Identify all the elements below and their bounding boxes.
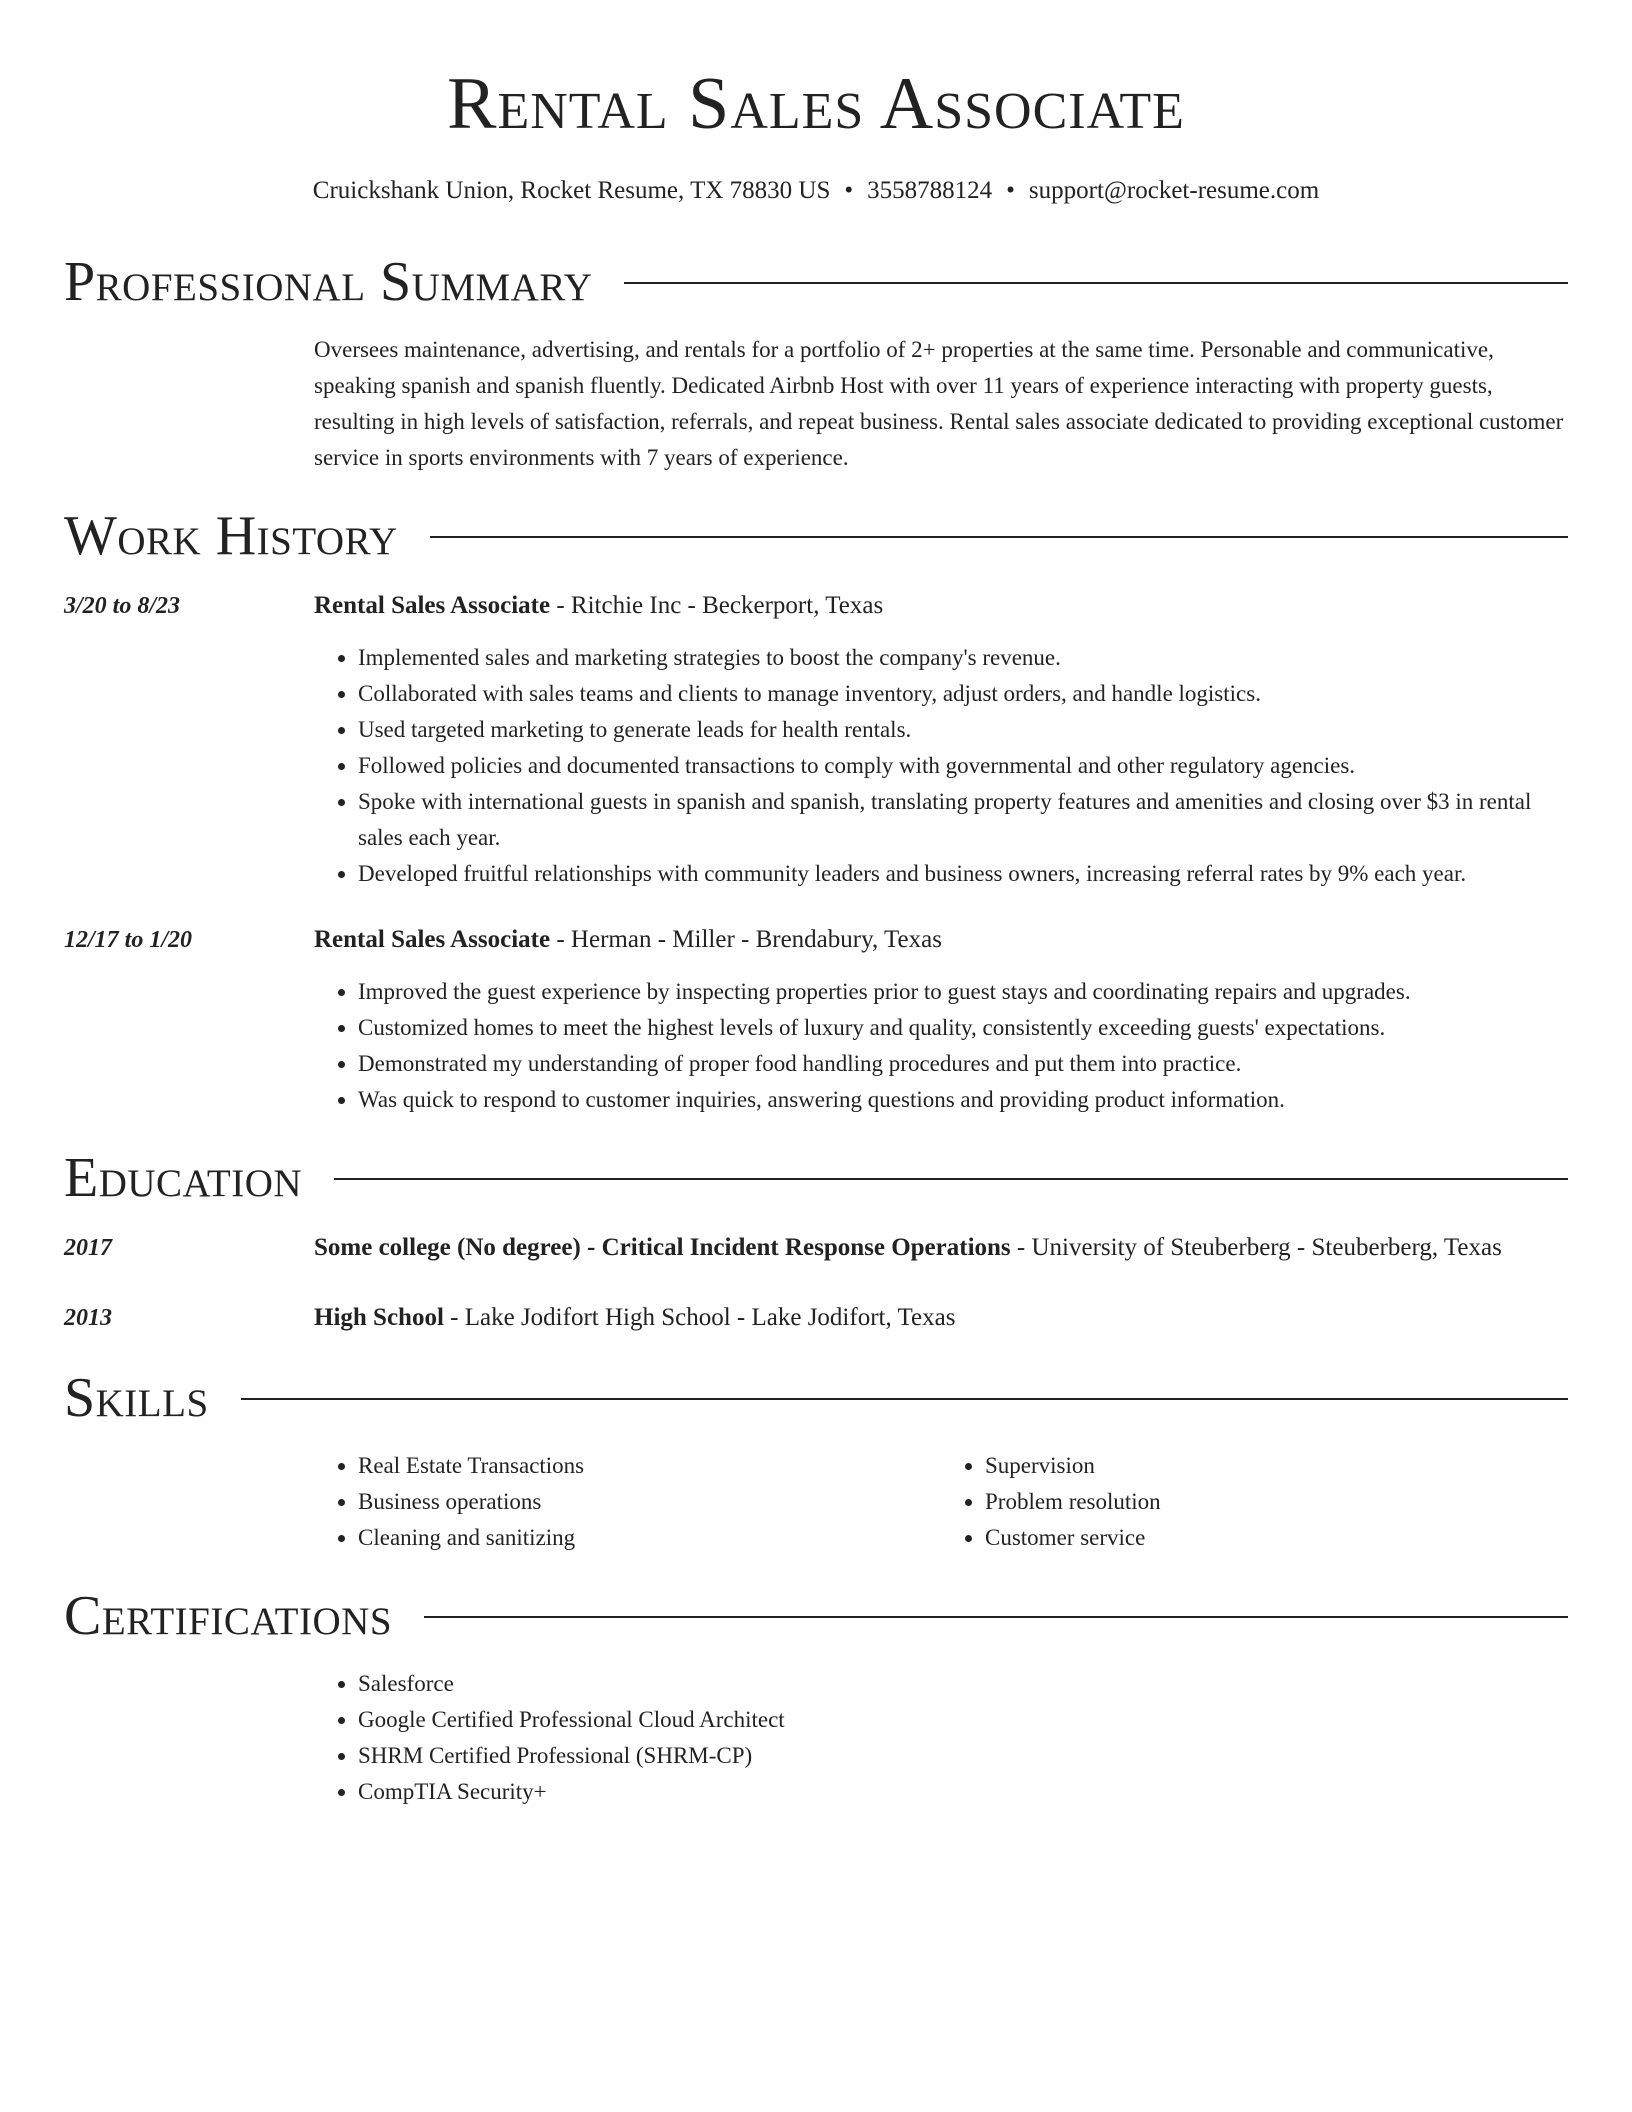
- job-bullets: [314, 640, 1568, 892]
- list-item: • SHRM Certified Professional (SHRM-CP): [358, 1738, 1568, 1774]
- contact-address: Cruickshank Union, Rocket Resume, TX 78830 US: [312, 177, 831, 204]
- education-entry: [64, 1228, 1568, 1268]
- list-item: • Business operations: [358, 1484, 941, 1520]
- section-heading: Work History: [64, 505, 398, 567]
- summary-text: Oversees maintenance, advertising, and rentals for a portfolio of 2+ properties at the same time. Personable and communicative, speaking spanish and spanish fluently. Dedicated Airbnb Host with over 11 years of experience interacting with property guests, resulting in high levels of satisfaction, referrals, and repeat business. Rental sales associate dedicated to providing exceptional customer service in sports environments with 7 years of experience.: [314, 337, 1564, 470]
- section-divider: [334, 1178, 1568, 1180]
- section-certifications: [64, 1586, 1568, 1646]
- job-body: [314, 586, 1568, 892]
- list-item: • CompTIA Security+: [358, 1774, 1568, 1810]
- list-item: • Spoke with international guests in spanish and spanish, translating property features and amenities and closing over $3 in rental sales each year.: [358, 784, 1568, 856]
- list-item: • Used targeted marketing to generate leads for health rentals.: [358, 712, 1568, 748]
- education-body: [314, 1298, 1568, 1338]
- section-work-history: [64, 506, 1568, 566]
- list-item: • Demonstrated my understanding of proper food handling procedures and put them into practice.: [358, 1046, 1568, 1082]
- list-item: • Cleaning and sanitizing: [358, 1520, 941, 1556]
- job-employer: - Herman - Miller - Brendabury, Texas: [550, 926, 942, 953]
- list-item: • Supervision: [985, 1448, 1568, 1484]
- list-item: • Customized homes to meet the highest levels of luxury and quality, consistently exceeding guests' expectations.: [358, 1010, 1568, 1046]
- list-item: • Customer service: [985, 1520, 1568, 1556]
- job-body: [314, 920, 1568, 1118]
- education-entry: [64, 1298, 1568, 1338]
- certifications-items: [314, 1666, 1568, 1810]
- contact-line: [64, 176, 1568, 206]
- education-date: 2017: [64, 1235, 112, 1261]
- section-divider: [241, 1398, 1568, 1400]
- education-date: 2013: [64, 1305, 112, 1331]
- list-item: • Problem resolution: [985, 1484, 1568, 1520]
- section-heading: Certifications: [64, 1585, 393, 1647]
- skills-list: [314, 1448, 1568, 1556]
- list-item: • Followed policies and documented transactions to comply with governmental and other regulatory agencies.: [358, 748, 1568, 784]
- list-item: • Collaborated with sales teams and clients to manage inventory, adjust orders, and handle logistics.: [358, 676, 1568, 712]
- job-entry: [64, 586, 1568, 892]
- section-professional-summary: [64, 252, 1568, 312]
- section-heading: Skills: [64, 1367, 209, 1429]
- list-item: • Implemented sales and marketing strategies to boost the company's revenue.: [358, 640, 1568, 676]
- section-divider: [424, 1616, 1568, 1618]
- section-heading: Education: [64, 1147, 303, 1209]
- job-date: 3/20 to 8/23: [64, 593, 181, 619]
- education-degree: High School: [314, 1304, 444, 1331]
- list-item: • Google Certified Professional Cloud Architect: [358, 1702, 1568, 1738]
- job-entry: [64, 920, 1568, 1118]
- job-employer: - Ritchie Inc - Beckerport, Texas: [550, 592, 884, 619]
- job-title-line: [314, 586, 1568, 626]
- skills-column-left: [314, 1448, 941, 1556]
- education-title-line: [314, 1228, 1568, 1268]
- job-title: Rental Sales Associate: [314, 926, 551, 953]
- education-title-line: [314, 1298, 1568, 1338]
- section-heading: Professional Summary: [64, 251, 593, 313]
- job-title-line: [314, 920, 1568, 960]
- list-item: • Was quick to respond to customer inquiries, answering questions and providing product information.: [358, 1082, 1568, 1118]
- section-divider: [624, 282, 1568, 284]
- job-date: 12/17 to 1/20: [64, 927, 193, 953]
- education-body: [314, 1228, 1568, 1268]
- job-bullets: [314, 974, 1568, 1118]
- job-title: Rental Sales Associate: [314, 592, 551, 619]
- contact-separator: •: [844, 177, 854, 204]
- resume-title: Rental Sales Associate: [447, 63, 1185, 145]
- section-skills: [64, 1368, 1568, 1428]
- skills-column-right: [941, 1448, 1568, 1556]
- contact-phone: 3558788124: [867, 177, 993, 204]
- education-degree: Some college (No degree) - Critical Incident Response Operations: [314, 1234, 1011, 1261]
- list-item: • Developed fruitful relationships with community leaders and business owners, increasing referral rates by 9% each year.: [358, 856, 1568, 892]
- section-divider: [430, 536, 1568, 538]
- education-school: - University of Steuberberg - Steuberberg, Texas: [1010, 1234, 1502, 1261]
- certifications-list: [314, 1666, 1568, 1810]
- contact-separator: •: [1006, 177, 1015, 204]
- list-item: • Improved the guest experience by inspecting properties prior to guest stays and coordinating repairs and upgrades.: [358, 974, 1568, 1010]
- education-school: - Lake Jodifort High School - Lake Jodifort, Texas: [443, 1304, 956, 1331]
- list-item: • Salesforce: [358, 1666, 1568, 1702]
- list-item: • Real Estate Transactions: [358, 1448, 941, 1484]
- contact-email: support@rocket-resume.com: [1028, 177, 1320, 204]
- section-education: [64, 1148, 1568, 1208]
